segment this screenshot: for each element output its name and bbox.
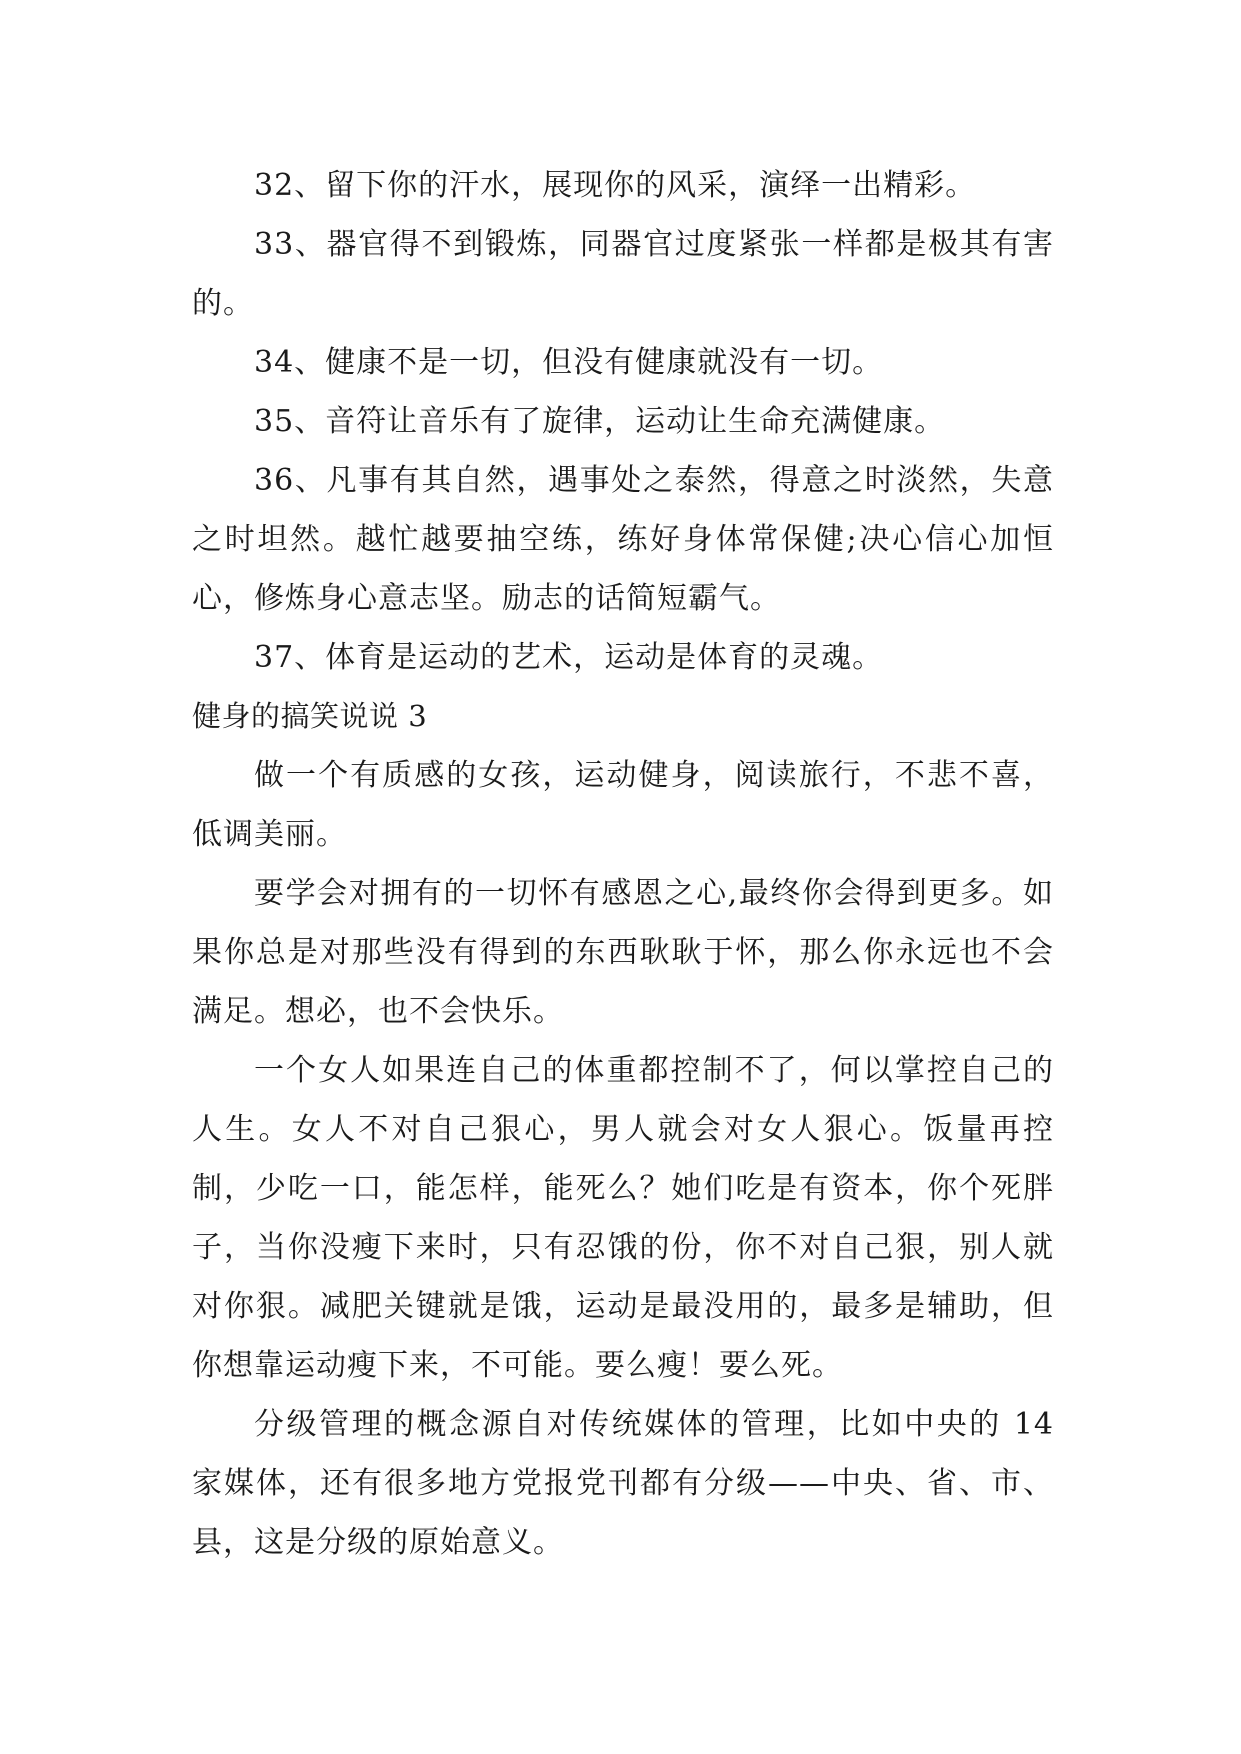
paragraph-gratitude: 要学会对拥有的一切怀有感恩之心,最终你会得到更多。如果你总是对那些没有得到的东西耿耿于怀，那么你永远也不会满足。想必，也不会快乐。: [192, 876, 1054, 1029]
paragraph-weight-control: 一个女人如果连自己的体重都控制不了，何以掌控自己的人生。女人不对自己狠心，男人就会对女人狠心。饭量再控制，少吃一口，能怎样，能死么？她们吃是有资本，你个死胖子，当你没瘦下来时，只有忍饿的份，你不对自己狠，别人就对你狠。减肥关键就是饿，运动是最没用的，最多是辅助，但你想靠运动瘦下来，不可能。要么瘦！要么死。: [192, 1053, 1054, 1383]
paragraph-32: 32、留下你的汗水，展现你的风采，演绎一出精彩。: [254, 168, 977, 203]
section-heading: 健身的搞笑说说 3: [192, 699, 428, 733]
paragraph-33: 33、器官得不到锻炼，同器官过度紧张一样都是极其有害的。: [192, 227, 1054, 321]
paragraph-37: 37、体育是运动的艺术，运动是体育的灵魂。: [254, 640, 884, 675]
paragraph-36: 36、凡事有其自然，遇事处之泰然，得意之时淡然，失意之时坦然。越忙越要抽空练，练好身体常保健;决心信心加恒心，修炼身心意志坚。励志的话简短霸气。: [192, 463, 1054, 616]
paragraph-34: 34、健康不是一切，但没有健康就没有一切。: [254, 345, 884, 380]
paragraph-media-management: 分级管理的概念源自对传统媒体的管理，比如中央的 14 家媒体，还有很多地方党报党刊都有分级——中央、省、市、县，这是分级的原始意义。: [192, 1407, 1054, 1560]
paragraph-35: 35、音符让音乐有了旋律，运动让生命充满健康。: [254, 404, 946, 439]
document-body: [192, 156, 1054, 1572]
paragraph-girl-quality: 做一个有质感的女孩，运动健身，阅读旅行，不悲不喜，低调美丽。: [192, 758, 1054, 852]
